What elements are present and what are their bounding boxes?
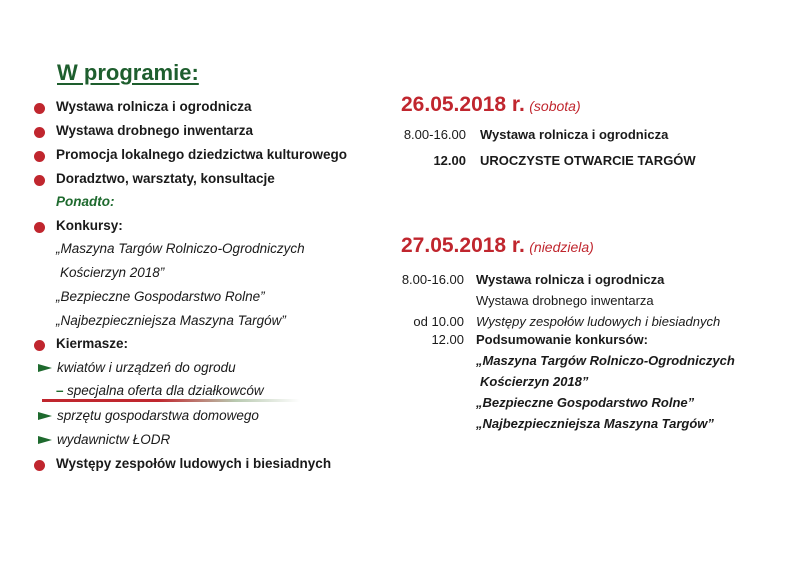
dash-marker: – bbox=[56, 383, 64, 398]
program-item-label: Doradztwo, warsztaty, konsultacje bbox=[56, 171, 275, 186]
bullet-icon bbox=[34, 460, 45, 471]
bullet-icon bbox=[34, 151, 45, 162]
kiermasze-label: Kiermasze: bbox=[56, 336, 129, 351]
contest-name: Kościerzyn 2018” bbox=[480, 374, 589, 389]
arrow-icon bbox=[38, 436, 52, 444]
contest-name: „Najbezpieczniejsza Maszyna Targów” bbox=[476, 416, 714, 431]
schedule-event: Występy zespołów ludowych i biesiadnych bbox=[476, 314, 721, 329]
day2-weekday: (niedziela) bbox=[529, 239, 594, 255]
program-item-label: Wystawa drobnego inwentarza bbox=[56, 123, 254, 138]
day1-header bbox=[401, 93, 581, 117]
bullet-icon bbox=[34, 175, 45, 186]
schedule-time: 8.00-16.00 bbox=[403, 127, 466, 142]
arrow-icon bbox=[38, 412, 52, 420]
schedule-time: od 10.00 bbox=[413, 314, 464, 329]
day2-header bbox=[401, 234, 594, 258]
day2-date: 27.05.2018 r. bbox=[401, 234, 525, 257]
contest-name: „Maszyna Targów Rolniczo-Ogrodniczych bbox=[476, 353, 735, 368]
arrow-icon bbox=[38, 364, 52, 372]
bullet-icon bbox=[34, 222, 45, 233]
day1-date: 26.05.2018 r. bbox=[401, 93, 525, 116]
schedule-time: 12.00 bbox=[433, 153, 466, 168]
contest-name: Kościerzyn 2018” bbox=[60, 265, 165, 280]
fair-item-label: wydawnictw ŁODR bbox=[57, 432, 171, 447]
fair-item-label: specjalna oferta dla działkowców bbox=[67, 383, 264, 398]
program-item-label: Promocja lokalnego dziedzictwa kulturowego bbox=[56, 147, 348, 162]
schedule-event: Wystawa drobnego inwentarza bbox=[476, 293, 654, 308]
fair-item-label: kwiatów i urządzeń do ogrodu bbox=[57, 360, 236, 375]
contest-name: „Maszyna Targów Rolniczo-Ogrodniczych bbox=[56, 241, 305, 256]
bullet-icon bbox=[34, 103, 45, 114]
fair-item-label: sprzętu gospodarstwa domowego bbox=[57, 408, 259, 423]
day1-weekday: (sobota) bbox=[529, 98, 581, 114]
ponadto-text: Ponadto: bbox=[56, 194, 115, 209]
program-item-label: Wystawa rolnicza i ogrodnicza bbox=[56, 99, 252, 114]
bullet-icon bbox=[34, 340, 45, 351]
schedule-time: 12.00 bbox=[431, 332, 464, 347]
decorative-divider bbox=[42, 399, 300, 402]
contest-name: „Bezpieczne Gospodarstwo Rolne” bbox=[56, 289, 265, 304]
konkursy-label: Konkursy: bbox=[56, 218, 123, 233]
schedule-event: Podsumowanie konkursów: bbox=[476, 332, 648, 347]
program-item-label: Występy zespołów ludowych i biesiadnych bbox=[56, 456, 332, 471]
schedule-event: UROCZYSTE OTWARCIE TARGÓW bbox=[480, 153, 696, 168]
bullet-icon bbox=[34, 127, 45, 138]
schedule-event: Wystawa rolnicza i ogrodnicza bbox=[476, 272, 665, 287]
contest-name: „Bezpieczne Gospodarstwo Rolne” bbox=[476, 395, 695, 410]
schedule-time: 8.00-16.00 bbox=[401, 272, 464, 287]
contest-name: „Najbezpieczniejsza Maszyna Targów” bbox=[56, 313, 286, 328]
program-heading: W programie: bbox=[57, 60, 199, 85]
schedule-event: Wystawa rolnicza i ogrodnicza bbox=[480, 127, 669, 142]
